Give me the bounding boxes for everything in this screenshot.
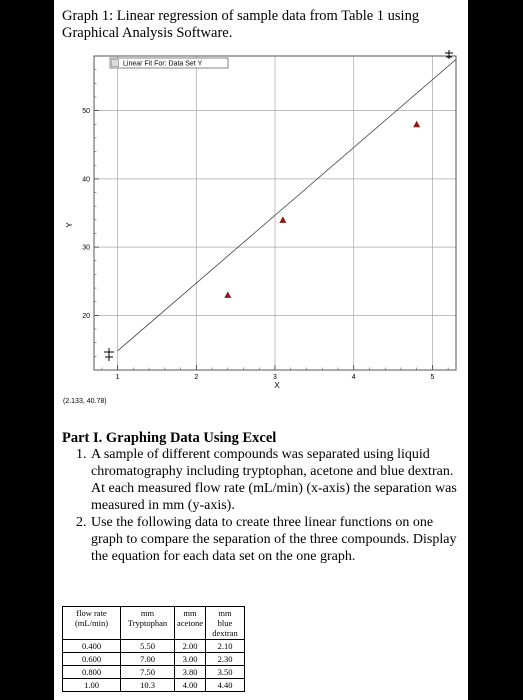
legend-label: Linear Fit For: Data Set Y	[123, 60, 203, 68]
table-cell: 0.800	[63, 666, 121, 679]
data-point-triangle	[279, 216, 286, 223]
table-row	[63, 640, 245, 653]
tick-layer	[82, 56, 448, 381]
examine-cursor-icon	[104, 348, 114, 361]
part-title: Part I. Graphing Data Using Excel	[62, 430, 277, 446]
x-axis-title: X	[274, 381, 280, 390]
x-tick-label: 4	[351, 374, 356, 381]
item-number: 1.	[76, 447, 87, 462]
examine-readout: (2.133, 40.78)	[63, 398, 107, 405]
item-text: A sample of different compounds was separated using liquid chromatography including tryptophan, acetone and blue dextran. At each measured flow rate (mL/min) (x-axis) the separation was measured in mm (y-axis).	[91, 447, 457, 513]
graph-caption: Graph 1: Linear regression of sample data from Table 1 using Graphical Analysis Software.	[62, 8, 420, 41]
data-point-triangle	[224, 291, 231, 298]
cursor-crosshair-icon	[445, 50, 453, 59]
document-page	[54, 0, 468, 700]
table-cell: 3.00	[175, 653, 206, 666]
table-cell: 10.3	[121, 679, 175, 692]
y-tick-label: 40	[82, 176, 90, 184]
x-tick-label: 5	[430, 374, 435, 381]
x-tick-label: 3	[273, 374, 277, 381]
table-row	[63, 679, 245, 692]
instruction-list	[64, 446, 460, 565]
table-cell: 2.30	[206, 653, 245, 666]
item-text: Use the following data to create three linear functions on one graph to compare the separation of the three compounds. Display the equation for each data set on the one graph.	[91, 515, 457, 564]
x-tick-label: 2	[194, 374, 199, 381]
table-cell: 7.50	[121, 666, 175, 679]
table-cell: 0.400	[63, 640, 121, 653]
table-cell: 3.50	[206, 666, 245, 679]
graph-panel	[60, 48, 462, 408]
table-cell: 2.00	[175, 640, 206, 653]
data-points	[224, 121, 420, 298]
table-cell: 2.10	[206, 640, 245, 653]
item-number: 2.	[76, 515, 87, 530]
header-flow-rate: flow rate (mL/min)	[63, 607, 121, 640]
y-tick-label: 20	[82, 312, 90, 320]
grid-layer	[94, 56, 456, 370]
legend-box[interactable]	[110, 58, 228, 68]
table-cell: 4.40	[206, 679, 245, 692]
legend-close-icon	[112, 60, 119, 67]
table-row	[63, 653, 245, 666]
header-tryptophan: mm Tryptophan	[121, 607, 175, 640]
table-cell: 1.00	[63, 679, 121, 692]
y-tick-label: 30	[82, 244, 90, 252]
data-table	[62, 606, 245, 692]
linear-fit-line	[118, 59, 456, 350]
table-cell: 3.80	[175, 666, 206, 679]
header-blue-dextran: mm blue dextran	[206, 607, 245, 640]
y-tick-label: 50	[82, 108, 90, 116]
table-cell: 4.00	[175, 679, 206, 692]
y-axis-title: Y	[65, 222, 74, 228]
instruction-item	[64, 514, 460, 565]
chart-svg	[60, 48, 462, 408]
header-acetone: mm acetone	[175, 607, 206, 640]
table-header-row	[63, 607, 245, 640]
data-point-triangle	[413, 121, 420, 128]
table-row	[63, 666, 245, 679]
table-cell: 0.600	[63, 653, 121, 666]
instruction-item	[64, 446, 460, 514]
x-tick-label: 1	[115, 374, 120, 381]
table-cell: 7.00	[121, 653, 175, 666]
table-cell: 5.50	[121, 640, 175, 653]
